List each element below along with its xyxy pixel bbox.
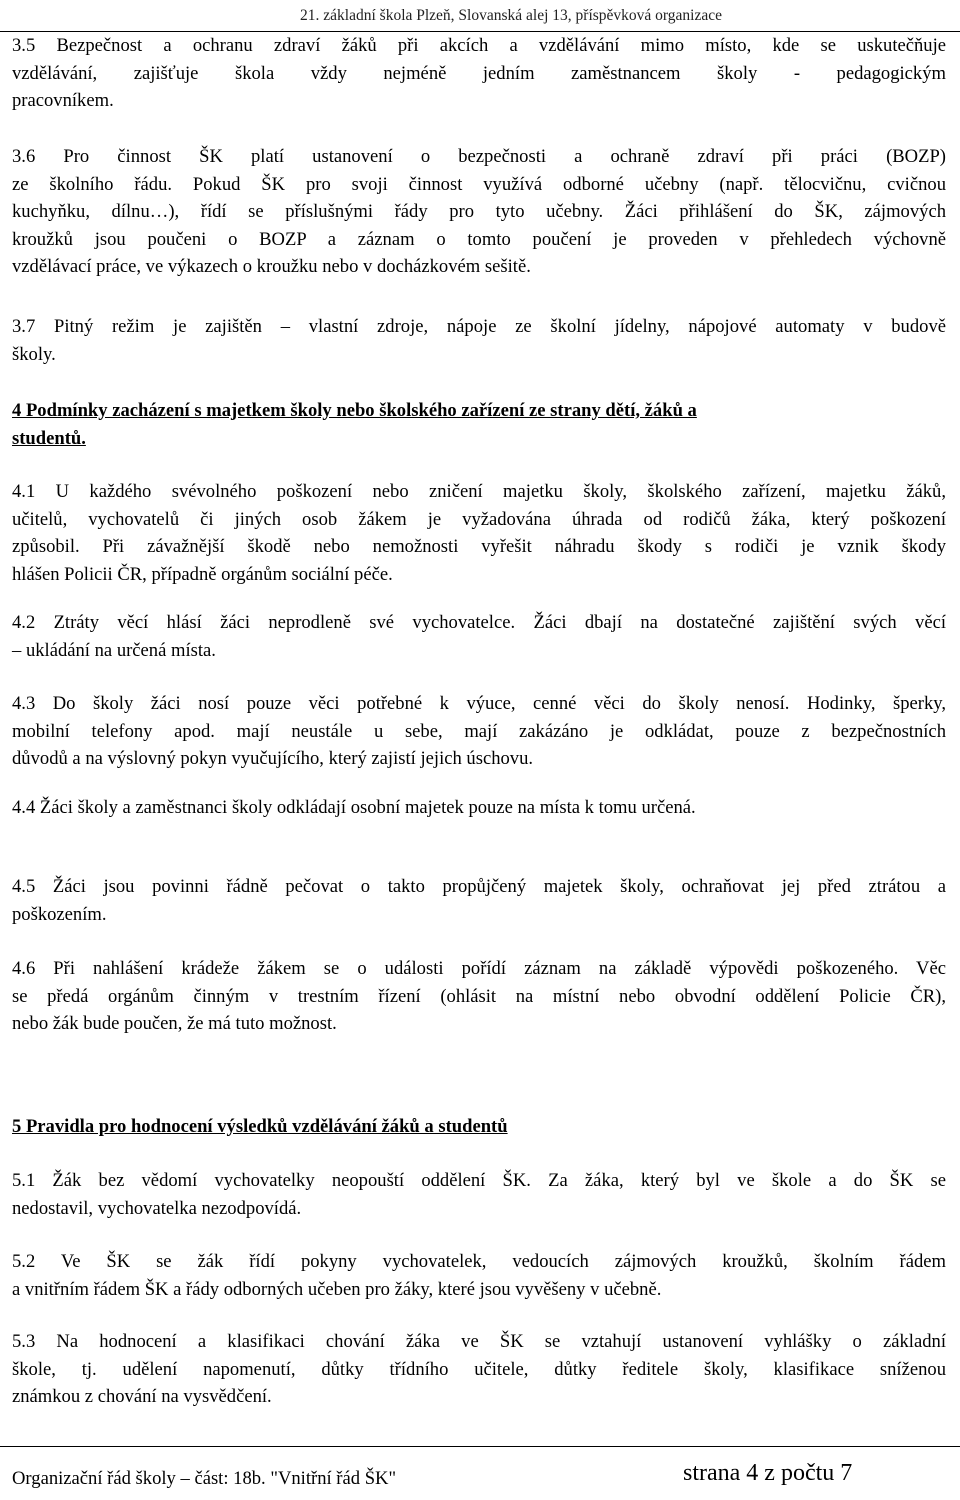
text-line: způsobil. Při závažnější škodě nebo nemožnosti vyřešit náhradu škody s rodiči je vznik škody (12, 536, 946, 558)
text-line: 4.2 Ztráty věcí hlásí žáci neprodleně své vychovatelce. Žáci dbají na dostatečné zajištění svých věcí (12, 612, 946, 633)
text-line: 4.3 Do školy žáci nosí pouze věci potřebné k výuce, cenné věci do školy nenosí. Hodinky, šperky, (12, 693, 946, 714)
paragraph-4-6 (12, 955, 946, 1038)
text-line: nedostavil, vychovatelka nezodpovídá. (12, 1197, 302, 1219)
text-line: učitelů, vychovatelů či jiných osob žákem je vyžadována úhrada od rodičů žáka, který poškození (12, 508, 946, 530)
text-line: škole, tj. udělení napomenutí, důtky třídního učitele, důtky ředitele školy, klasifikace sníženou (12, 1358, 946, 1380)
text-line: kuchyňku, dílnu…), řídí se příslušnými řády pro tyto učebny. Žáci přihlášení do ŠK, zájmových (12, 201, 946, 223)
text-line: se předá orgánům činným v trestním řízení (ohlásit na místní nebo obvodní oddělení Policie ČR), (12, 985, 946, 1007)
text-line: 5.1 Žák bez vědomí vychovatelky neopouští oddělení ŠK. Za žáka, který byl ve škole a do ŠK se (12, 1170, 946, 1191)
text-line: 4.4 Žáci školy a zaměstnanci školy odkládají osobní majetek pouze na místa k tomu určená. (12, 797, 696, 818)
paragraph-4-5 (12, 873, 946, 928)
section-heading-4 (12, 397, 946, 452)
page-header (0, 0, 960, 33)
text-line: 4.6 Při nahlášení krádeže žákem se o události pořídí záznam na základě výpovědi poškozeného. Věc (12, 958, 946, 979)
text-line: nebo žák bude poučen, že má tuto možnost. (12, 1013, 337, 1035)
document-name: Organizační řád školy – část: 18b. "Vnitřní řád ŠK" (12, 1468, 397, 1489)
text-line: důvodů a na výslovný pokyn vyučujícího, který zajistí jejich úschovu. (12, 748, 534, 770)
paragraph-3-6 (12, 143, 946, 281)
text-line: 4.5 Žáci jsou povinni řádně pečovat o takto propůjčený majetek školy, ochraňovat jej před ztrátou a (12, 876, 946, 897)
paragraph-4-2 (12, 609, 946, 664)
school-name: 21. základní škola Plzeň, Slovanská alej 13, příspěvková organizace (300, 7, 722, 24)
text-line: a vnitřním řádem ŠK a řády odborných učeben pro žáky, které jsou vyvěšeny v učebně. (12, 1278, 662, 1300)
paragraph-4-1 (12, 478, 946, 588)
text-line: hlášen Policii ČR, případně orgánům sociální péče. (12, 563, 393, 585)
paragraph-3-5 (12, 32, 946, 115)
text-line: – ukládání na určená místa. (12, 639, 216, 661)
text-line: poškozením. (12, 903, 107, 925)
paragraph-5-3 (12, 1328, 946, 1411)
page-number: strana 4 z počtu 7 (683, 1460, 853, 1486)
text-line: mobilní telefony apod. mají neustále u sebe, mají zakázáno je odkládat, pouze z bezpečnostních (12, 720, 946, 742)
paragraph-5-2 (12, 1248, 946, 1303)
paragraph-3-7 (12, 313, 946, 368)
paragraph-5-1 (12, 1167, 946, 1222)
text-line: školy. (12, 343, 56, 365)
text-line: 5.3 Na hodnocení a klasifikaci chování žáka ve ŠK se vztahují ustanovení vyhlášky o základní (12, 1331, 946, 1352)
paragraph-4-4 (12, 794, 946, 822)
heading-line: 4 Podmínky zacházení s majetkem školy nebo školského zařízení ze strany dětí, žáků a (12, 400, 697, 421)
footer-rule (0, 1446, 960, 1447)
text-line: kroužků jsou poučeni o BOZP a záznam o tomto poučení je proveden v přehledech výchovně (12, 228, 946, 250)
text-line: 3.5 Bezpečnost a ochranu zdraví žáků při akcích a vzdělávání mimo místo, kde se uskutečňuje (12, 35, 946, 56)
text-line: 4.1 U každého svévolného poškození nebo zničení majetku školy, školského zařízení, majetku žáků, (12, 481, 946, 502)
section-heading-5: 5 Pravidla pro hodnocení výsledků vzdělávání žáků a studentů (12, 1116, 508, 1137)
text-line: ze školního řádu. Pokud ŠK pro svoji činnost využívá odborné učebny (např. tělocvičnu, cvičnou (12, 173, 946, 195)
text-line: pracovníkem. (12, 90, 114, 112)
text-line: vzdělávání, zajišťuje škola vždy nejméně jedním zaměstnancem školy - pedagogickým (12, 62, 946, 84)
text-line: 3.6 Pro činnost ŠK platí ustanovení o bezpečnosti a ochraně zdraví při práci (BOZP) (12, 146, 946, 167)
text-line: 5.2 Ve ŠK se žák řídí pokyny vychovatelek, vedoucích zájmových kroužků, školním řádem (12, 1251, 946, 1272)
text-line: známkou z chování na vysvědčení. (12, 1386, 272, 1408)
page-footer (0, 1446, 960, 1500)
text-line: vzdělávací práce, ve výkazech o kroužku nebo v docházkovém sešitě. (12, 256, 531, 278)
paragraph-4-3 (12, 690, 946, 773)
heading-line: studentů. (12, 427, 86, 449)
text-line: 3.7 Pitný režim je zajištěn – vlastní zdroje, nápoje ze školní jídelny, nápojové automaty v budově (12, 316, 946, 337)
